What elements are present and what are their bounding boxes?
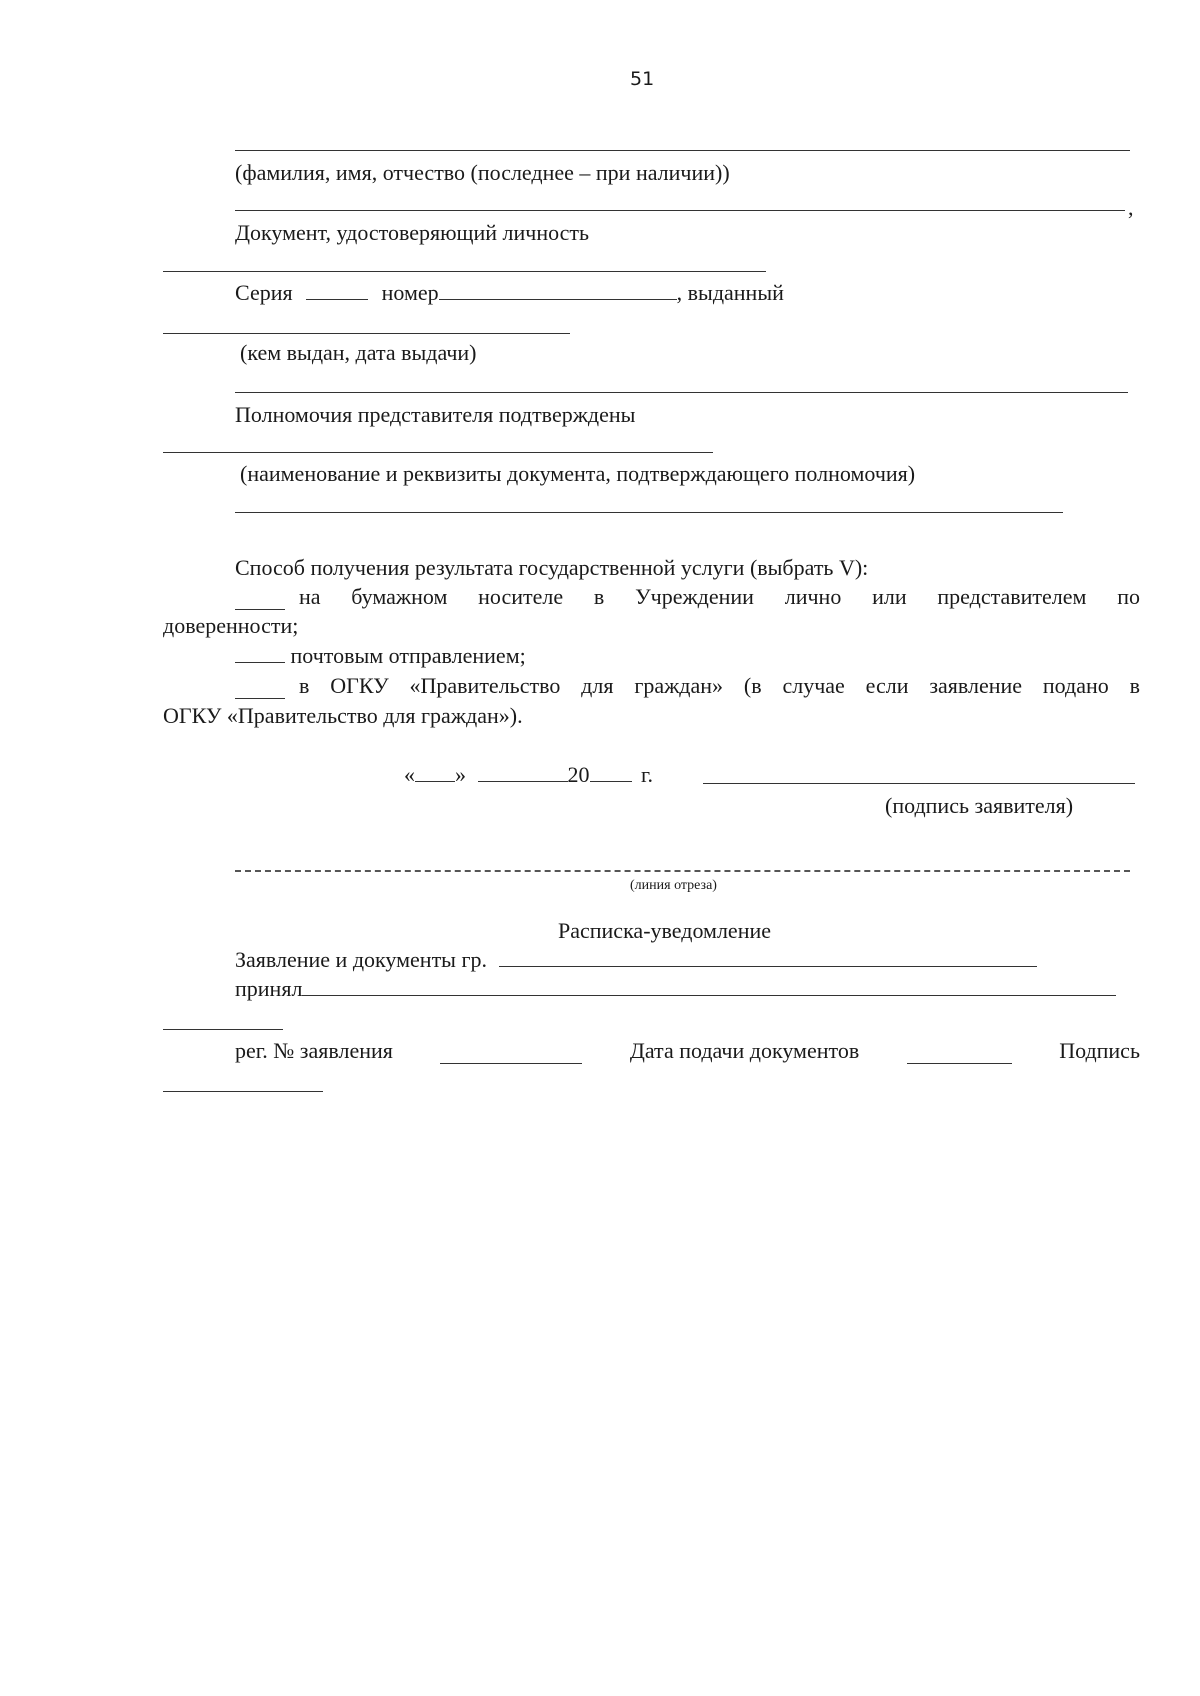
issued-line: [163, 333, 570, 334]
fio-label: (фамилия, имя, отчество (последнее – при наличии)): [235, 160, 730, 185]
issued-by-line: [235, 392, 1128, 393]
series-blank: [306, 281, 368, 300]
option-3-text-line2: ОГКУ «Правительство для граждан»).: [163, 703, 523, 728]
option-1-text-line1: на бумажном носителе в Учреждении лично или представителем по: [299, 584, 1140, 609]
receipt-sign-label: Подпись: [1059, 1038, 1140, 1063]
receipt-title: Расписка-уведомление: [558, 918, 772, 943]
year-suffix: г.: [641, 762, 654, 787]
number-label: номер: [381, 280, 439, 305]
receipt-accepted-line: [163, 1029, 283, 1030]
authority-doc-label: (наименование и реквизиты документа, подтверждающего полномочия): [240, 461, 916, 486]
year-prefix: 20: [567, 762, 590, 787]
delivery-option-1: [235, 584, 1140, 610]
series-row: [235, 280, 784, 306]
id-doc-label: Документ, удостоверяющий личность: [235, 220, 590, 245]
year-blank: [590, 763, 632, 782]
issued-by-label: (кем выдан, дата выдачи): [240, 340, 477, 365]
option-1-checkbox: [235, 591, 285, 610]
fio-value-line: [235, 210, 1125, 211]
receipt-accepted-label: принял: [235, 976, 303, 1001]
cut-line: [235, 870, 1130, 872]
series-label: Серия: [235, 280, 293, 305]
authority-doc-line: [235, 512, 1063, 513]
authority-label: Полномочия представителя подтверждены: [235, 402, 636, 427]
delivery-heading: Способ получения результата государственной услуги (выбрать V):: [235, 555, 869, 580]
receipt-sign-line: [163, 1091, 323, 1092]
date-row: [404, 762, 653, 788]
month-blank: [478, 763, 568, 782]
option-2-text: почтовым отправлением;: [290, 643, 526, 668]
receipt-reg-label: рег. № заявления: [235, 1038, 393, 1063]
option-1-text-line2: доверенности;: [163, 613, 299, 638]
number-blank: [439, 281, 677, 300]
receipt-reg-row: [235, 1038, 1140, 1064]
signature-label: (подпись заявителя): [885, 793, 1074, 818]
receipt-docs-label: Заявление и документы гр.: [235, 947, 487, 972]
receipt-docs-row: [235, 947, 1037, 973]
option-3-text-line1: в ОГКУ «Правительство для граждан» (в случае если заявление подано в: [299, 673, 1140, 698]
receipt-accepted-blank: [302, 977, 1116, 996]
issued-label: , выданный: [676, 280, 784, 305]
delivery-option-2: [235, 643, 526, 669]
comma: ,: [1128, 195, 1134, 220]
option-3-checkbox: [235, 680, 285, 699]
option-2-checkbox: [235, 644, 285, 663]
authority-line: [163, 452, 713, 453]
day-blank: [415, 763, 455, 782]
delivery-option-3: [235, 673, 1140, 699]
page-number: 51: [630, 68, 655, 90]
cut-label: (линия отреза): [630, 878, 717, 893]
receipt-docs-blank: [499, 948, 1037, 967]
date-open-quote: «: [404, 762, 415, 787]
receipt-accepted-row: [235, 976, 1116, 1002]
date-close-quote: »: [455, 762, 466, 787]
fio-line: [235, 150, 1130, 151]
receipt-date-label: Дата подачи документов: [629, 1038, 860, 1063]
receipt-date-blank: [907, 1045, 1012, 1064]
signature-line: [703, 783, 1135, 784]
id-doc-line: [163, 271, 766, 272]
receipt-reg-blank: [440, 1045, 582, 1064]
